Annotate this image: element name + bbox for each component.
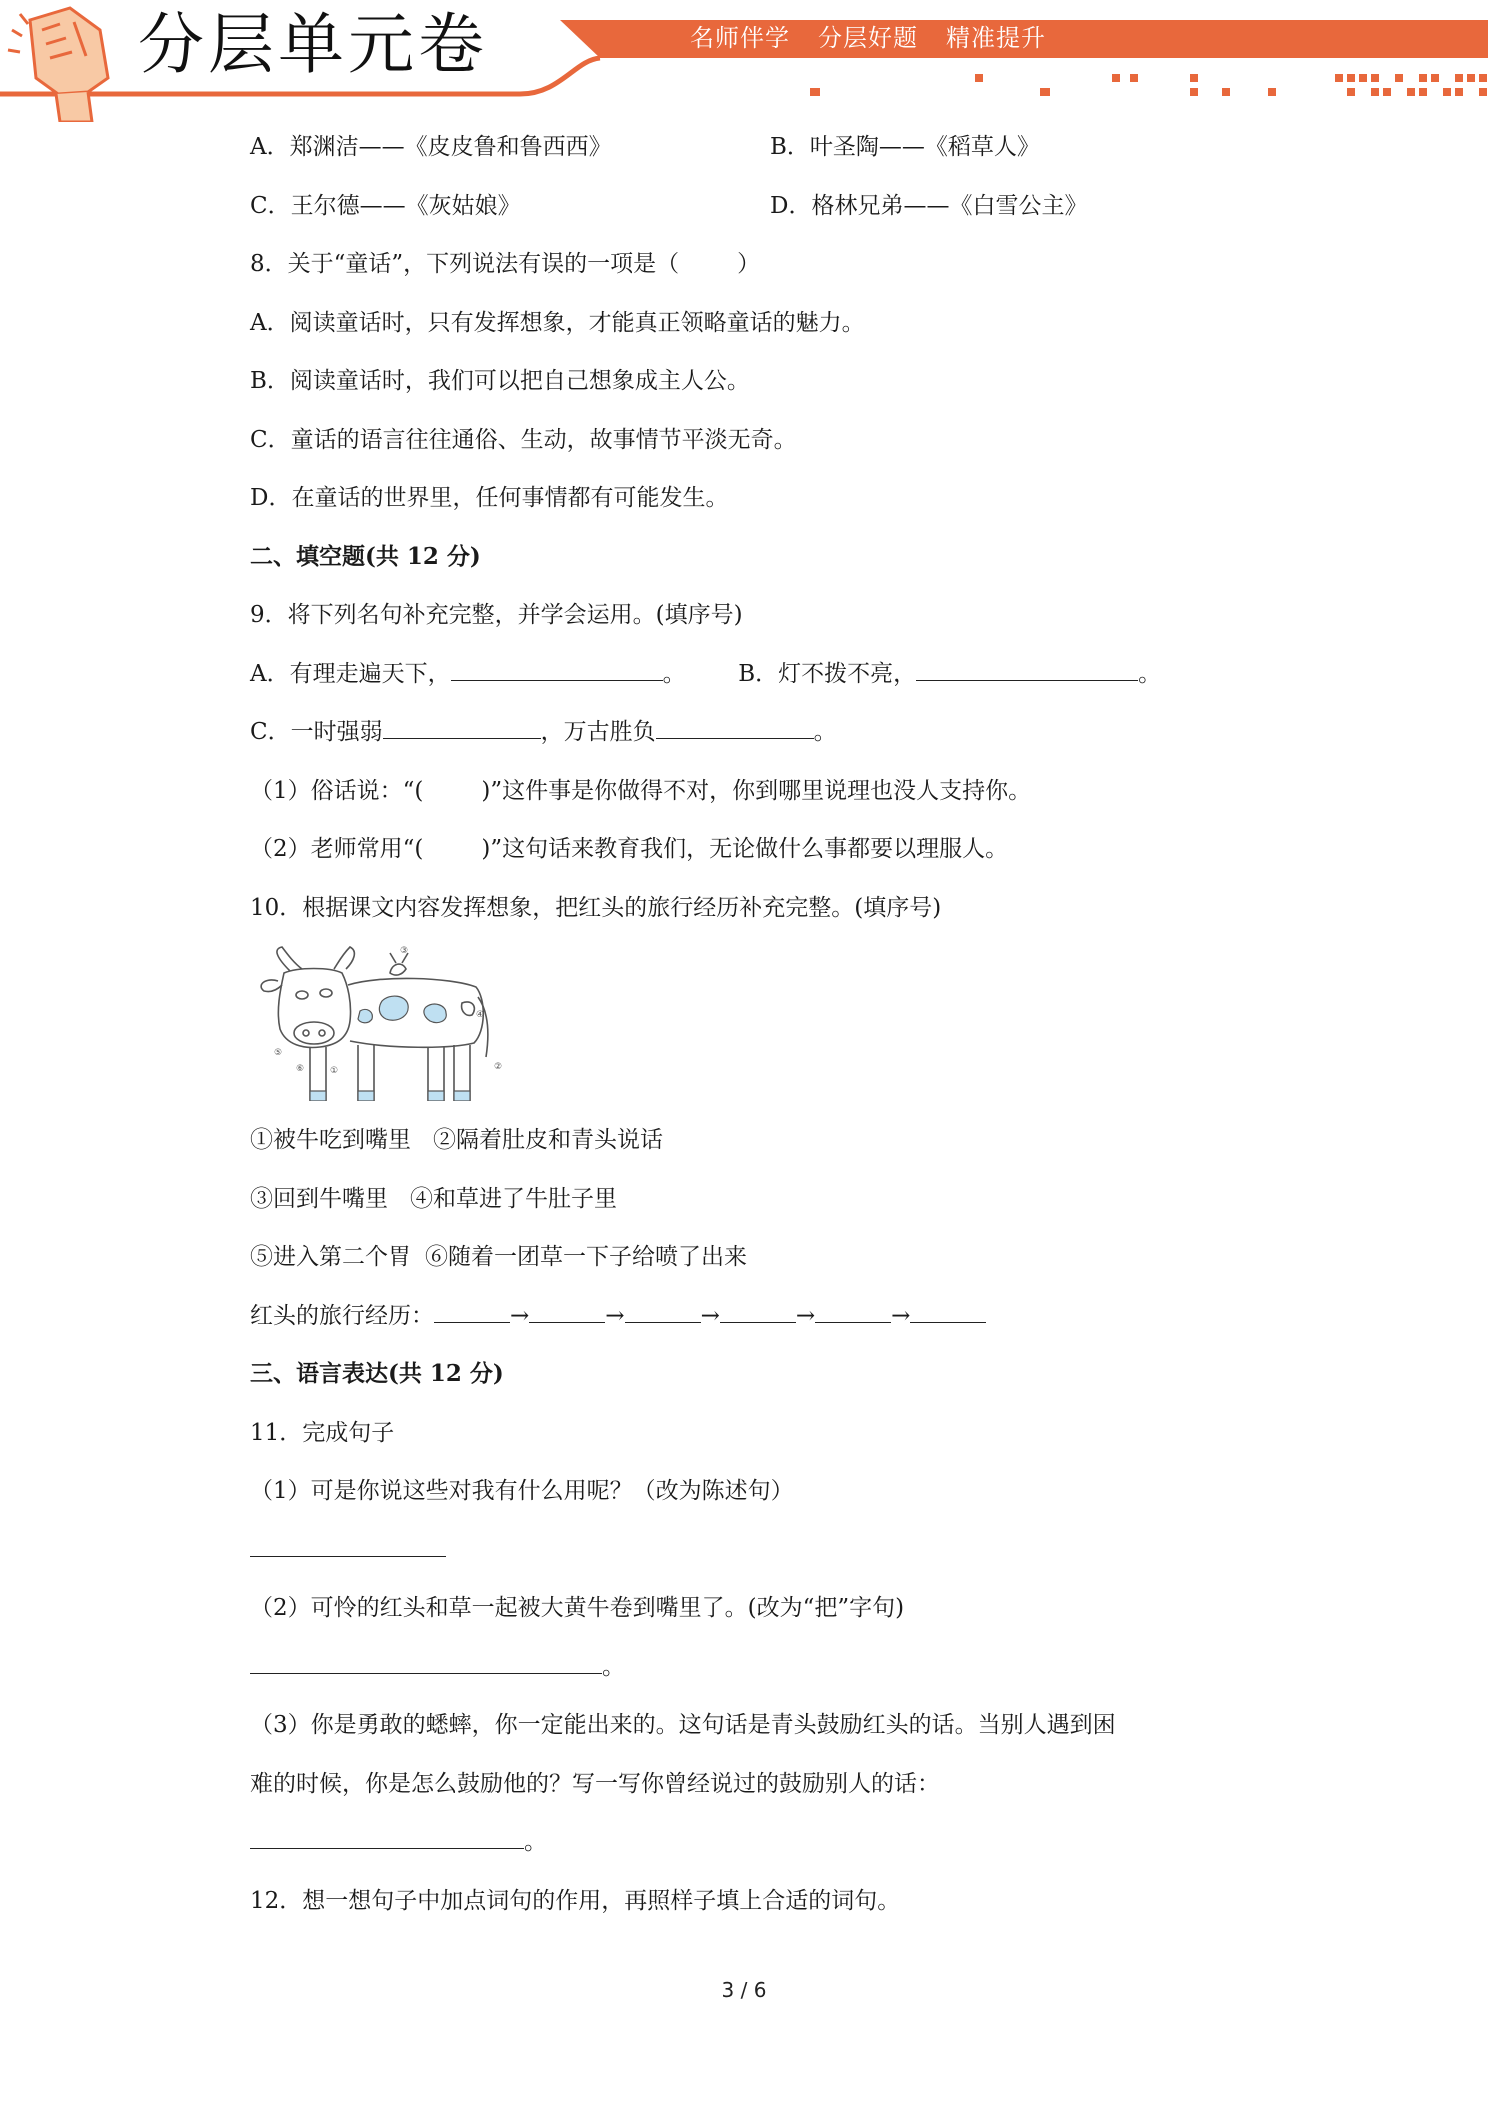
figure-marker: ③ xyxy=(400,946,409,956)
journey-blank-2[interactable] xyxy=(529,1298,605,1323)
page-header xyxy=(0,0,1488,130)
q9-a-blank[interactable] xyxy=(451,656,663,681)
q7-option-b: B．叶圣陶——《稻草人》 xyxy=(770,134,1040,160)
exam-content xyxy=(250,118,1250,1930)
q10-stem: 10．根据课文内容发挥想象，把红头的旅行经历补充完整。(填序号) xyxy=(250,894,942,921)
figure-marker: ④ xyxy=(476,1010,485,1020)
brand-title: 分层单元卷 xyxy=(138,6,488,83)
slogan-3: 精准提升 xyxy=(946,24,1046,52)
q10-journey-row: 红头的旅行经历： → → → → → xyxy=(250,1287,1250,1346)
q9-sentence-2: （2）老师常用“( )”这句话来教育我们，无论做什么事都要以理服人。 xyxy=(250,836,1009,862)
q8-option-d: D．在童话的世界里，任何事情都有可能发生。 xyxy=(250,485,729,511)
slogan-2: 分层好题 xyxy=(818,24,918,52)
q10-option-6: ⑥随着一团草一下子给喷了出来 xyxy=(425,1244,747,1270)
figure-marker: ⑥ xyxy=(296,1064,305,1074)
q10-option-1: ①被牛吃到嘴里 xyxy=(250,1127,411,1153)
q7-option-c: C．王尔德——《灰姑娘》 xyxy=(250,192,521,219)
q11-part-1: （1）可是你说这些对我有什么用呢？（改为陈述句） xyxy=(250,1478,794,1504)
q11-blank-1[interactable] xyxy=(250,1532,446,1557)
raised-fist-icon xyxy=(0,0,130,122)
q11-answer-1 xyxy=(250,1521,1250,1580)
section-2-heading: 二、填空题(共 12 分) xyxy=(250,542,481,570)
q11-blank-3[interactable] xyxy=(250,1824,524,1849)
section-3-heading: 三、语言表达(共 12 分) xyxy=(250,1360,504,1387)
figure-marker: ① xyxy=(330,1066,339,1076)
q9-b-blank[interactable] xyxy=(916,656,1138,681)
q11-part-3-line-2: 难的时候，你是怎么鼓励他的？写一写你曾经说过的鼓励别人的话： xyxy=(250,1770,940,1797)
q8-stem: 8．关于“童话”，下列说法有误的一项是（ ） xyxy=(250,251,761,277)
q9-sentence-1: （1）俗话说：“( )”这件事是你做得不对，你到哪里说理也没人支持你。 xyxy=(250,777,1032,804)
slogan-1: 名师伴学 xyxy=(690,24,790,52)
q11-blank-2[interactable] xyxy=(250,1649,602,1674)
q7-option-d: D．格林兄弟——《白雪公主》 xyxy=(770,192,1088,219)
journey-blank-5[interactable] xyxy=(815,1298,891,1323)
q11-answer-2: 。 xyxy=(250,1638,1250,1697)
q9-stem: 9．将下列名句补充完整，并学会运用。(填序号) xyxy=(250,602,743,628)
q10-options-row-2 xyxy=(250,1170,1250,1229)
header-slogans xyxy=(690,18,1046,53)
q9-c-blank-2[interactable] xyxy=(656,714,814,739)
q11-answer-3: 。 xyxy=(250,1813,1250,1872)
journey-blank-1[interactable] xyxy=(434,1298,510,1323)
q8-option-a: A．阅读童话时，只有发挥想象，才能真正领略童话的魅力。 xyxy=(250,309,865,336)
q10-option-3: ③回到牛嘴里 xyxy=(250,1185,388,1212)
figure-marker: ⑤ xyxy=(274,1048,283,1058)
figure-marker: ② xyxy=(494,1062,503,1072)
q9-c-blank-1[interactable] xyxy=(383,714,541,739)
q9-c-row: C．一时强弱 ，万古胜负 。 xyxy=(250,703,1250,762)
q8-option-b: B．阅读童话时，我们可以把自己想象成主人公。 xyxy=(250,368,750,394)
q11-part-2: （2）可怜的红头和草一起被大黄牛卷到嘴里了。(改为“把”字句) xyxy=(250,1595,905,1621)
q11-stem: 11．完成句子 xyxy=(250,1419,395,1446)
q7-option-a: A．郑渊洁——《皮皮鲁和鲁西西》 xyxy=(250,134,612,160)
page-number: 3 / 6 xyxy=(721,1978,767,2002)
q9-ab-row: A．有理走遍天下， 。 B．灯不拨不亮， 。 xyxy=(250,645,1250,704)
q7-options-row-1 xyxy=(250,118,1250,177)
journey-blank-3[interactable] xyxy=(625,1298,701,1323)
q10-options-row-1 xyxy=(250,1111,1250,1170)
q10-options-row-3 xyxy=(250,1228,1250,1287)
q8-option-c: C．童话的语言往往通俗、生动，故事情节平淡无奇。 xyxy=(250,426,797,453)
q10-option-5: ⑤进入第二个胃 xyxy=(250,1244,411,1270)
journey-blank-4[interactable] xyxy=(720,1298,796,1323)
q7-options-row-2 xyxy=(250,177,1250,236)
q10-option-2: ②隔着肚皮和青头说话 xyxy=(433,1127,663,1153)
q10-option-4: ④和草进了牛肚子里 xyxy=(410,1185,617,1212)
journey-blank-6[interactable] xyxy=(910,1298,986,1323)
cow-illustration xyxy=(250,941,550,1101)
cow-icon xyxy=(250,941,550,1101)
q12-stem: 12．想一想句子中加点词句的作用，再照样子填上合适的词句。 xyxy=(250,1887,901,1914)
q11-part-3-line-1: （3）你是勇敢的蟋蟀，你一定能出来的。这句话是青头鼓励红头的话。当别人遇到困 xyxy=(250,1712,1116,1738)
